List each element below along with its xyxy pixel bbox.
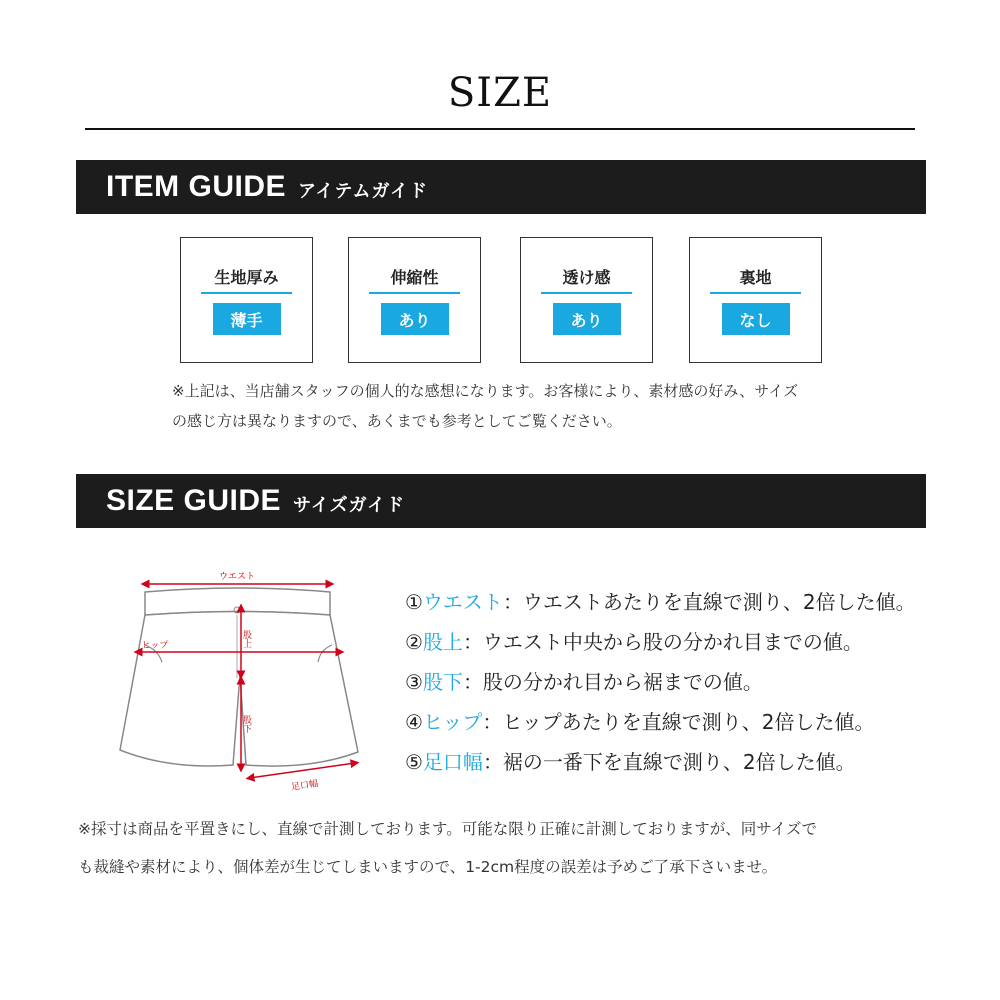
size-guide-subtitle: サイズガイド — [293, 495, 406, 516]
item-card-label: 裏地 — [739, 268, 772, 287]
measurement-text: ：ウエスト中央から股の分かれ目までの値。 — [462, 630, 863, 654]
item-card-underline — [201, 292, 292, 294]
item-card-underline — [541, 292, 632, 294]
item-card-value: なし — [722, 303, 790, 335]
size-guide-note-line1: ※採寸は商品を平置きにし、直線で計測しております。可能な限り正確に計測しておりますが、同サイズで — [78, 820, 818, 838]
item-guide-note-line2: の感じ方は異なりますので、あくまでも参考としてご覧ください。 — [172, 412, 622, 430]
measurement-num: ⑤ — [405, 750, 423, 774]
measurement-text: ：ウエストあたりを直線で測り、2倍した値。 — [502, 590, 916, 614]
shorts-body-shape — [120, 612, 358, 767]
item-guide-subtitle: アイテムガイド — [298, 181, 428, 202]
item-card-stretch — [348, 237, 481, 363]
item-card-value: あり — [553, 303, 621, 335]
measurement-item-hip — [405, 702, 965, 742]
item-card-label: 生地厚み — [214, 268, 279, 287]
item-card-sheerness — [520, 237, 653, 363]
measurement-text: ：股の分かれ目から裾までの値。 — [462, 670, 763, 694]
measurement-key: 股上 — [422, 630, 463, 654]
measurement-num: ③ — [405, 670, 423, 694]
item-card-lining — [689, 237, 822, 363]
item-guide-note-line1: ※上記は、当店舗スタッフの個人的な感想になります。お客様により、素材感の好み、サイズ — [172, 382, 799, 400]
measurement-item-inseam — [405, 662, 965, 702]
item-card-underline — [710, 292, 801, 294]
measurement-key: 足口幅 — [422, 750, 483, 774]
item-card-underline — [369, 292, 460, 294]
measurement-key: ウエスト — [422, 590, 503, 614]
page-title: SIZE — [447, 70, 553, 116]
item-card-value: 薄手 — [213, 303, 281, 335]
item-guide-header — [76, 160, 926, 214]
inseam-label: 股下 — [241, 715, 251, 733]
measurement-key: ヒップ — [422, 710, 483, 734]
measurement-item-waist — [405, 582, 965, 622]
measurement-num: ④ — [405, 710, 423, 734]
measurement-num: ① — [405, 590, 423, 614]
measurement-key: 股下 — [422, 670, 463, 694]
item-card-label: 伸縮性 — [390, 268, 439, 287]
item-guide-title: ITEM GUIDE — [106, 170, 287, 203]
size-guide-note-line2: も裁縫や素材により、個体差が生じてしまいますので、1-2cm程度の誤差は予めご了承下さいませ。 — [78, 858, 778, 876]
measurement-num: ② — [405, 630, 423, 654]
size-guide-title: SIZE GUIDE — [106, 484, 282, 517]
hip-label: ヒップ — [141, 641, 169, 651]
item-card-value: あり — [381, 303, 449, 335]
rise-label: 股上 — [241, 630, 251, 648]
hem-label: 足口幅 — [290, 779, 319, 793]
size-guide-header — [76, 474, 926, 528]
measurement-item-rise — [405, 622, 965, 662]
title-divider — [85, 128, 915, 130]
measurement-list — [405, 582, 965, 782]
waist-label: ウエスト — [218, 572, 256, 582]
item-card-thickness — [180, 237, 313, 363]
shorts-measurement-diagram — [100, 560, 390, 810]
measurement-text: ：裾の一番下を直線で測り、2倍した値。 — [482, 750, 856, 774]
measurement-item-hem — [405, 742, 965, 782]
item-card-label: 透け感 — [562, 268, 611, 287]
measurement-text: ：ヒップあたりを直線で測り、2倍した値。 — [482, 710, 875, 734]
